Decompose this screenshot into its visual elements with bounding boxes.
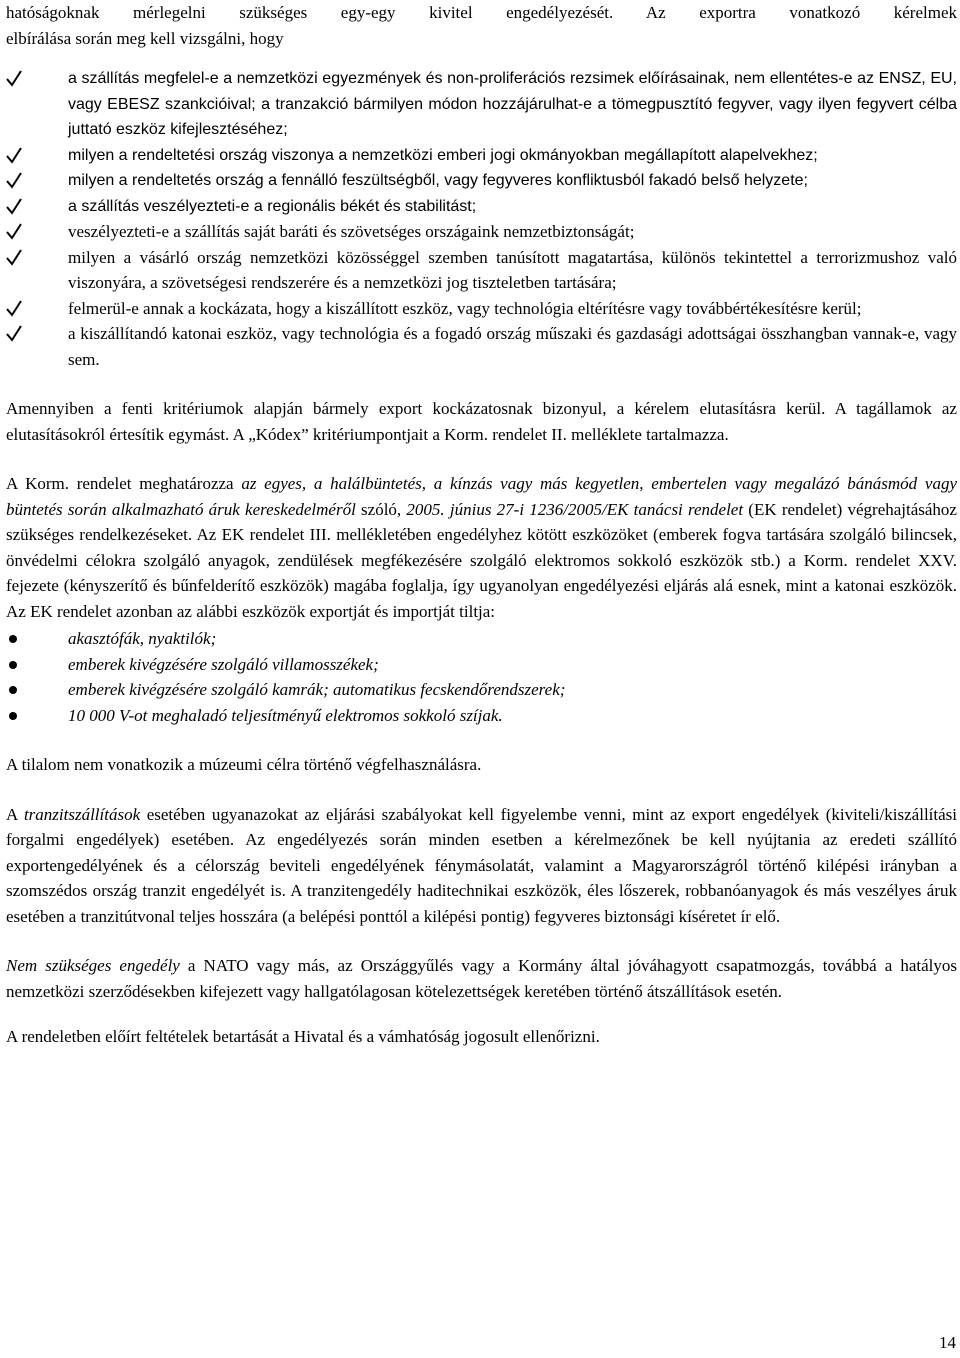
checkmark-icon — [6, 146, 22, 164]
tranzit-text-1: A — [6, 804, 24, 824]
banned-item-text: 10 000 V-ot meghaladó teljesítményű elektromos sokkoló szíjak. — [68, 705, 503, 725]
bullet-icon — [9, 686, 17, 694]
banned-item — [6, 652, 957, 678]
nem-text: a NATO vagy más, az Országgyűlés vagy a Kormány által jóváhagyott csapatmozgás, továbbá a hatályos nemzetközi szerződésekben kifejezett vagy hallgatólagosan kötelezettségek keretében történő átszállítások esetén. — [6, 956, 957, 1001]
criteria-text: a szállítás veszélyezteti-e a regionális békét és stabilitást; — [68, 197, 477, 215]
bullet-icon — [9, 712, 17, 720]
page-number: 14 — [939, 1333, 956, 1352]
checkmark-icon — [6, 248, 22, 266]
checkmark-icon — [6, 222, 22, 240]
paragraph-nem-szukseges — [6, 953, 957, 1004]
korm-text-1: A Korm. rendelet meghatározza — [6, 474, 242, 493]
criteria-text: milyen a rendeltetés ország a fennálló feszültségből, vagy fegyveres konfliktusból fakadó belső helyzete; — [68, 172, 808, 189]
tranzit-text-2: esetében ugyanazokat az eljárási szabályokat kell figyelembe venni, mint az export engedélyek (kiviteli/kiszállítási forgalmi engedélyek) esetében. Az engedélyezés során minden esetben a kérelmezőnek be kell nyújtania az eredeti szállító exportengedélyének és a célország beviteli engedélyének fénymásolatát, valamint a Magyarországról történő kilépési irányban a szomszédos ország tranzit engedélyét is. A tranzitengedély haditechnikai eszközök, éles lőszerek, robbanóanyagok és más veszélyes áruk esetében a tranzitútvonal teljes hosszára (a belépési ponttól a kilépési pontig) fegyveres biztonsági kíséretet ír elő. — [6, 804, 957, 926]
bullet-icon — [9, 661, 17, 669]
criteria-item — [6, 321, 957, 372]
criteria-item — [6, 66, 957, 143]
banned-item-text: emberek kivégzésére szolgáló villamosszékek; — [68, 654, 379, 674]
banned-item — [6, 703, 957, 729]
document-page — [6, 0, 957, 1050]
banned-item — [6, 626, 957, 652]
paragraph-korm-rendelet — [6, 471, 957, 624]
korm-italic-2: 2005. június 27-i 1236/2005/EK tanácsi rendelet — [406, 499, 744, 519]
nem-italic: Nem szükséges engedély — [6, 956, 180, 975]
paragraph-tranzit — [6, 802, 957, 930]
checkmark-icon — [6, 197, 22, 215]
intro-paragraph — [6, 0, 957, 51]
criteria-text: milyen a vásárló ország nemzetközi közösséggel szemben tanúsított magatartása, különös tekintettel a terrorizmushoz való viszonyára, a szövetségesi rendszerére és a nemzetközi jog tiszteletben tartására; — [68, 247, 957, 292]
criteria-item — [6, 245, 957, 296]
banned-item — [6, 677, 957, 703]
criteria-checklist — [6, 66, 957, 372]
criteria-item — [6, 194, 957, 220]
korm-text-2: szóló, — [355, 499, 407, 519]
criteria-item — [6, 296, 957, 322]
intro-line-2: elbírálása során meg kell vizsgálni, hogy — [6, 28, 284, 48]
paragraph-hivatal: A rendeletben előírt feltételek betartását a Hivatal és a vámhatóság jogosult ellenőrizni. — [6, 1027, 600, 1046]
banned-items-list — [6, 626, 957, 728]
criteria-item — [6, 168, 957, 194]
intro-line-1: hatóságoknak mérlegelni szükséges egy-egy kivitel engedélyezését. Az exportra vonatkozó kérelmek — [6, 3, 957, 22]
banned-item-text: emberek kivégzésére szolgáló kamrák; automatikus fecskendőrendszerek; — [68, 680, 566, 699]
criteria-item — [6, 143, 957, 169]
checkmark-icon — [6, 324, 22, 342]
criteria-text: felmerül-e annak a kockázata, hogy a kiszállított eszköz, vagy technológia eltérítésre vagy továbbértékesítésre kerül; — [68, 298, 862, 318]
paragraph-amennyiben: Amennyiben a fenti kritériumok alapján bármely export kockázatosnak bizonyul, a kérelem elutasításra kerül. A tagállamok az elutasításokról értesítik egymást. A „Kódex” kritériumpontjait a Korm. rendelet II. melléklete tartalmazza. — [6, 399, 957, 444]
criteria-item — [6, 219, 957, 245]
criteria-text: a szállítás megfelel-e a nemzetközi egyezmények és non-proliferációs rezsimek előírásainak, nem ellentétes-e az ENSZ, EU, vagy EBESZ szankcióival; a tranzakció bármilyen módon hozzájárulhat-e a tömegpusztító fegyver, vagy ilyen fegyvert célba juttató eszköz kifejlesztéséhez; — [68, 70, 957, 138]
paragraph-tilalom: A tilalom nem vonatkozik a múzeumi célra történő végfelhasználásra. — [6, 755, 482, 774]
bullet-icon — [9, 635, 17, 643]
checkmark-icon — [6, 69, 22, 87]
korm-text-3: (EK rendelet) végrehajtásához szükséges rendelkezéseket. Az EK rendelet III. mellékletében engedélyhez kötött eszközöket (emberek fogva tartására szolgáló bilincsek, önvédelmi célokra szolgáló anyagok, zendülések megfékezésére szolgáló elektromos sokkoló eszközök stb.) a Korm. rendelet XXV. fejezete (kényszerítő és bűnfelderítő eszközök) magába foglalja, így ugyanolyan engedélyezési eljárás alá esnek, mint a katonai eszközök. Az EK rendelet azonban az alábbi eszközök exportját és importját tiltja: — [6, 499, 957, 621]
criteria-text: a kiszállítandó katonai eszköz, vagy technológia és a fogadó ország műszaki és gazdasági adottságai összhangban vannak-e, vagy sem. — [68, 324, 957, 369]
tranzit-italic: tranzitszállítások — [23, 804, 141, 824]
banned-item-text: akasztófák, nyaktilók; — [68, 629, 217, 648]
korm-italic-1: az egyes, a halálbüntetés, a kínzás vagy más kegyetlen, embertelen vagy megalázó bánásmód vagy büntetés során alkalmazható áruk kereskedelméről — [6, 474, 957, 519]
criteria-text: veszélyezteti-e a szállítás saját baráti és szövetséges országaink nemzetbiztonságát; — [68, 222, 635, 241]
criteria-text: milyen a rendeltetési ország viszonya a nemzetközi emberi jogi okmányokban megállapított alapelvekhez; — [68, 146, 818, 164]
checkmark-icon — [6, 171, 22, 189]
checkmark-icon — [6, 299, 22, 317]
